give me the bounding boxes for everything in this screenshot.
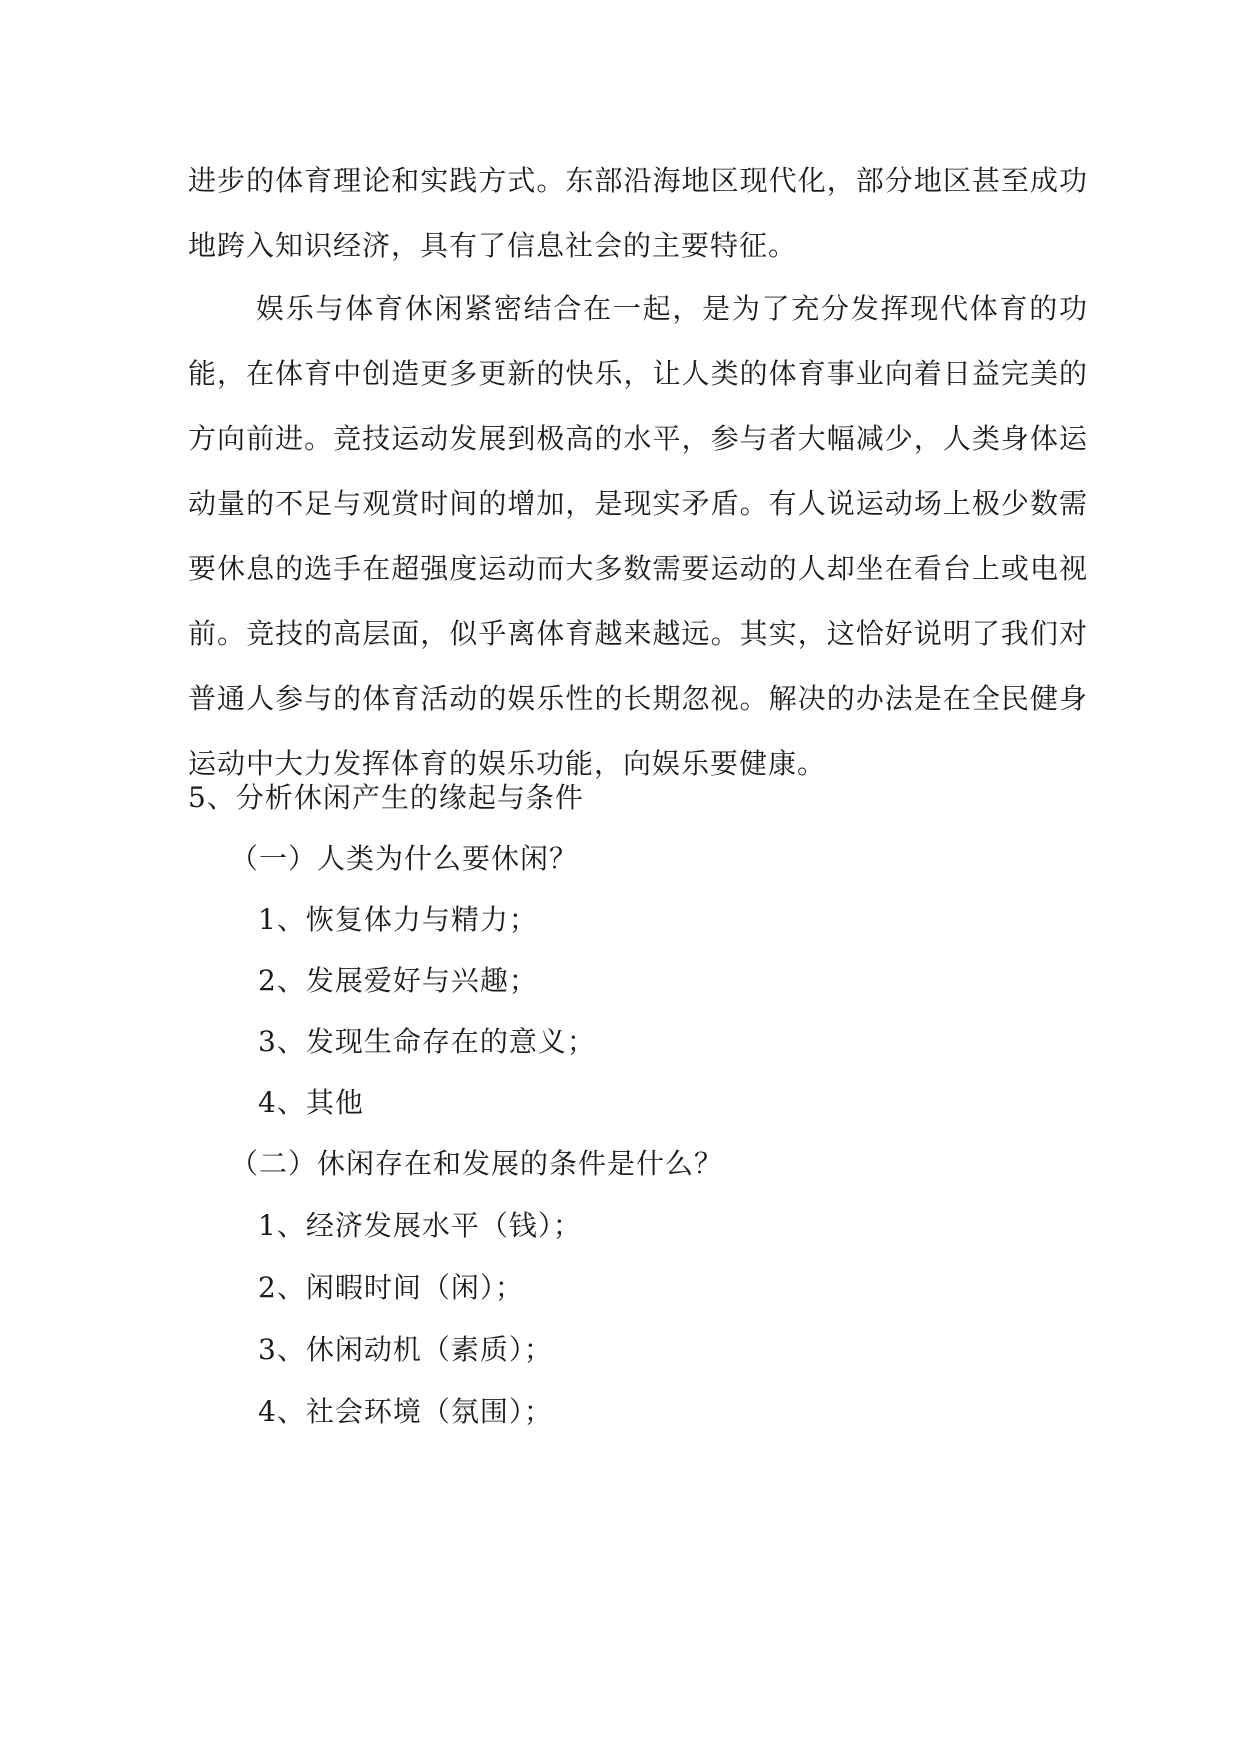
subsection-1-title: （一）人类为什么要休闲？: [230, 842, 579, 875]
section-heading: 5、分析休闲产生的缘起与条件: [188, 781, 584, 814]
subsection-2-title: （二）休闲存在和发展的条件是什么？: [230, 1147, 724, 1180]
subsection-2-item-2: 2、闲暇时间（闲）；: [258, 1271, 524, 1304]
subsection-2-item-3: 3、休闲动机（素质）；: [258, 1333, 553, 1366]
paragraph-1: 进步的体育理论和实践方式。东部沿海地区现代化，部分地区甚至成功地跨入知识经济，具有了信息社会的主要特征。: [188, 164, 1088, 262]
paragraph-2: 娱乐与体育休闲紧密结合在一起，是为了充分发挥现代体育的功能，在体育中创造更多更新的快乐，让人类的体育事业向着日益完美的方向前进。竞技运动发展到极高的水平，参与者大幅减少，人类身体运动量的不足与观赏时间的增加，是现实矛盾。有人说运动场上极少数需要休息的选手在超强度运动而大多数需要运动的人却坐在看台上或电视前。竞技的高层面，似乎离体育越来越远。其实，这恰好说明了我们对普通人参与的体育活动的娱乐性的长期忽视。解决的办法是在全民健身运动中大力发挥体育的娱乐功能，向娱乐要健康。: [188, 292, 1088, 780]
subsection-1-item-2: 2、发展爱好与兴趣；: [258, 964, 538, 997]
subsection-2-item-1: 1、经济发展水平（钱）；: [258, 1209, 582, 1242]
subsection-1-item-1: 1、恢复体力与精力；: [258, 903, 538, 936]
subsection-1-item-4: 4、其他: [258, 1086, 364, 1119]
subsection-2-item-4: 4、社会环境（氛围）；: [258, 1395, 553, 1428]
subsection-1-item-3: 3、发现生命存在的意义；: [258, 1025, 596, 1058]
